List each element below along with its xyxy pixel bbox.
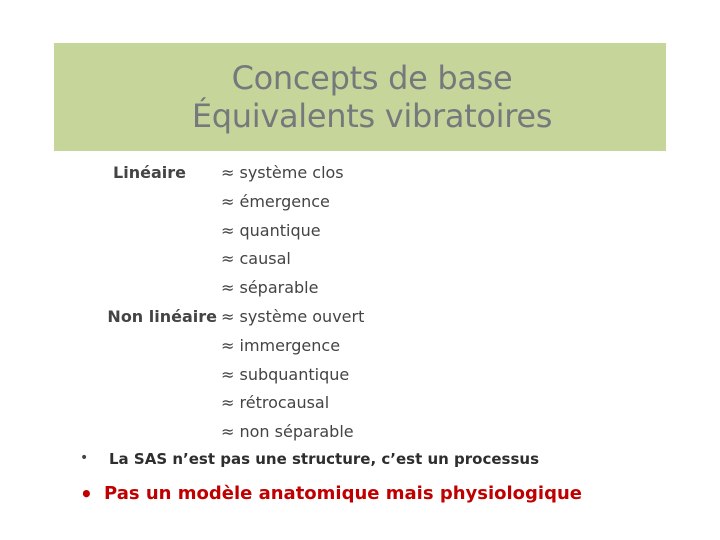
- linear-item-4: ≈ causal: [221, 249, 291, 268]
- physiological-highlight: Pas un modèle anatomique mais physiologique: [104, 483, 583, 504]
- nonlinear-item-3: ≈ subquantique: [221, 365, 350, 384]
- nonlinear-item-1: ≈ système ouvert: [221, 307, 365, 326]
- nonlinear-label: Non linéaire: [107, 307, 217, 326]
- linear-label: Linéaire: [113, 163, 186, 182]
- bullet-marker-highlight: •: [80, 482, 93, 506]
- title-band: [54, 43, 666, 151]
- nonlinear-item-5: ≈ non séparable: [221, 422, 354, 441]
- slide-title-line-1: Concepts de base: [231, 59, 513, 97]
- process-note: La SAS n’est pas une structure, c’est un processus: [109, 450, 540, 468]
- bullet-marker: •: [80, 450, 89, 466]
- nonlinear-item-4: ≈ rétrocausal: [221, 393, 330, 412]
- linear-item-3: ≈ quantique: [221, 221, 321, 240]
- linear-item-2: ≈ émergence: [221, 192, 330, 211]
- linear-item-1: ≈ système clos: [221, 163, 344, 182]
- slide-title-line-2: Équivalents vibratoires: [191, 97, 553, 135]
- nonlinear-item-2: ≈ immergence: [221, 336, 341, 355]
- linear-item-5: ≈ séparable: [221, 278, 319, 297]
